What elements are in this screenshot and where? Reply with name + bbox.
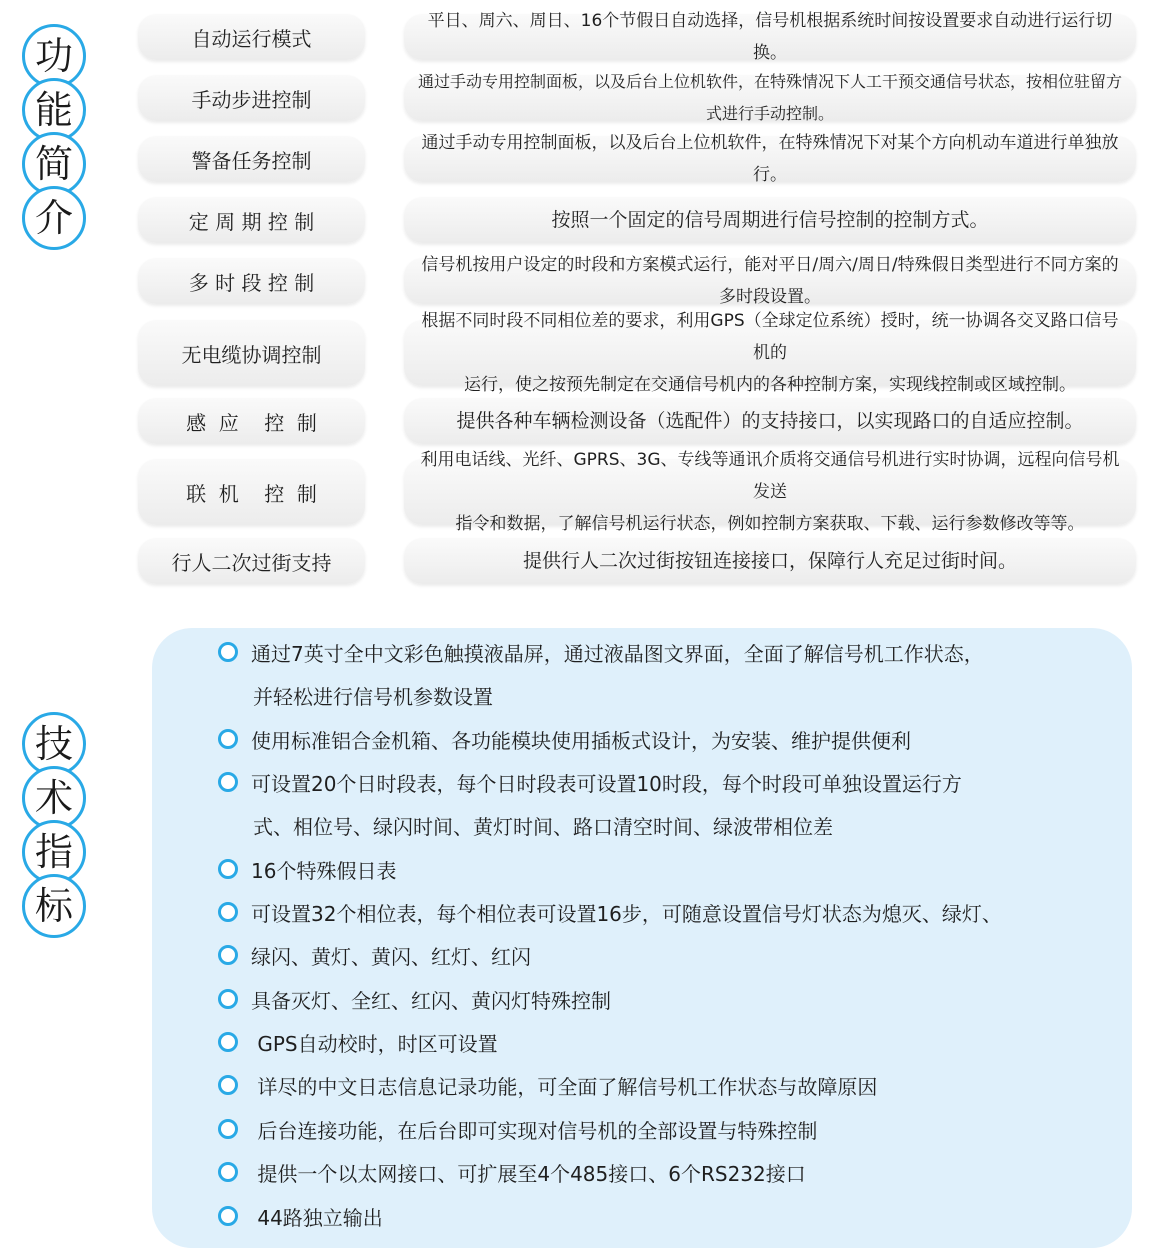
spec-item <box>218 719 911 759</box>
spec-item <box>218 1196 383 1236</box>
spec-text: 提供一个以太网接口、可扩展至4个485接口、6个RS232接口 <box>251 1161 806 1186</box>
section-heading-function-intro <box>22 24 84 240</box>
bullet-circle-icon <box>218 859 238 879</box>
spec-text: 详尽的中文日志信息记录功能，可全面了解信号机工作状态与故障原因 <box>251 1074 878 1099</box>
spec-item <box>218 892 1002 932</box>
spec-item <box>218 1109 817 1149</box>
bullet-circle-icon <box>218 989 238 1009</box>
heading-char: 介 <box>22 186 86 250</box>
feature-name: 联 机 控 制 <box>138 459 365 525</box>
feature-desc <box>404 311 1136 395</box>
feature-desc: 提供行人二次过街按钮连接接口，保障行人充足过街时间。 <box>404 538 1136 584</box>
feature-desc-line: 根据不同时段不同相位差的要求，利用GPS（全球定位系统）授时，统一协调各交叉路口信号机的 <box>421 311 1119 363</box>
bullet-circle-icon <box>218 945 238 965</box>
feature-name: 行人二次过街支持 <box>138 538 365 584</box>
heading-char: 术 <box>22 766 86 830</box>
feature-row <box>138 133 1136 185</box>
feature-desc <box>404 450 1136 534</box>
spec-item <box>218 935 531 975</box>
feature-desc: 提供各种车辆检测设备（选配件）的支持接口，以实现路口的自适应控制。 <box>404 398 1136 444</box>
bullet-circle-icon <box>218 642 238 662</box>
feature-desc-line: 指令和数据，了解信号机运行状态，例如控制方案获取、下载、运行参数修改等等。 <box>455 514 1085 534</box>
bullet-circle-icon <box>218 1162 238 1182</box>
bullet-circle-icon <box>218 772 238 792</box>
feature-row <box>138 398 1136 444</box>
heading-char: 标 <box>22 874 86 938</box>
heading-char: 技 <box>22 712 86 776</box>
feature-name: 手动步进控制 <box>138 75 365 121</box>
heading-char: 功 <box>22 24 86 88</box>
spec-item <box>218 979 611 1019</box>
feature-desc: 通过手动专用控制面板，以及后台上位机软件，在特殊情况下人工干预交通信号状态，按相位驻留方式进行手动控制。 <box>404 75 1136 121</box>
spec-item <box>218 1022 498 1062</box>
spec-text-continued: 并轻松进行信号机参数设置 <box>253 684 493 709</box>
spec-text: 使用标准铝合金机箱、各功能模块使用插板式设计，为安装、维护提供便利 <box>251 728 911 753</box>
feature-row <box>138 197 1136 243</box>
spec-text: 可设置32个相位表，每个相位表可设置16步，可随意设置信号灯状态为熄灭、绿灯、 <box>251 901 1002 926</box>
feature-name: 无电缆协调控制 <box>138 320 365 386</box>
heading-char: 能 <box>22 78 86 142</box>
feature-desc-line: 利用电话线、光纤、GPRS、3G、专线等通讯介质将交通信号机进行实时协调，远程向信号机发送 <box>420 450 1120 502</box>
bullet-circle-icon <box>218 729 238 749</box>
bullet-circle-icon <box>218 1075 238 1095</box>
feature-name: 自动运行模式 <box>138 14 365 60</box>
feature-desc-line: 运行，使之按预先制定在交通信号机内的各种控制方案，实现线控制或区域控制。 <box>464 375 1076 395</box>
spec-text: 16个特殊假日表 <box>251 858 397 883</box>
spec-text: 44路独立输出 <box>251 1205 383 1230</box>
feature-row <box>138 311 1136 395</box>
spec-text: GPS自动校时，时区可设置 <box>251 1031 498 1056</box>
spec-text: 绿闪、黄灯、黄闪、红灯、红闪 <box>251 944 531 969</box>
feature-desc: 平日、周六、周日、16个节假日自动选择，信号机根据系统时间按设置要求自动进行运行切换。 <box>404 14 1136 60</box>
feature-row <box>138 11 1136 63</box>
spec-item <box>218 849 396 889</box>
feature-row <box>138 450 1136 534</box>
bullet-circle-icon <box>218 1119 238 1139</box>
feature-name: 定 周 期 控 制 <box>138 197 365 243</box>
bullet-circle-icon <box>218 1032 238 1052</box>
feature-row <box>138 72 1136 123</box>
spec-text: 后台连接功能，在后台即可实现对信号机的全部设置与特殊控制 <box>251 1118 818 1143</box>
heading-char: 指 <box>22 820 86 884</box>
heading-char: 简 <box>22 132 86 196</box>
spec-text: 可设置20个日时段表，每个日时段表可设置10时段，每个时段可单独设置运行方 <box>251 771 962 796</box>
spec-item <box>218 632 984 672</box>
section-heading-tech-specs <box>22 712 84 928</box>
feature-name: 感 应 控 制 <box>138 398 365 444</box>
spec-text: 具备灭灯、全红、红闪、黄闪灯特殊控制 <box>251 988 611 1013</box>
feature-desc: 信号机按用户设定的时段和方案模式运行，能对平日/周六/周日/特殊假日类型进行不同方案的多时段设置。 <box>404 258 1136 304</box>
feature-row <box>138 255 1136 307</box>
spec-item <box>218 762 962 802</box>
feature-desc: 通过手动专用控制面板，以及后台上位机软件，在特殊情况下对某个方向机动车道进行单独放行。 <box>404 136 1136 182</box>
feature-desc: 按照一个固定的信号周期进行信号控制的控制方式。 <box>404 197 1136 243</box>
spec-text-continued: 式、相位号、绿闪时间、黄灯时间、路口清空时间、绿波带相位差 <box>253 814 833 839</box>
feature-name: 多 时 段 控 制 <box>138 258 365 304</box>
spec-item <box>218 1152 806 1192</box>
bullet-circle-icon <box>218 902 238 922</box>
feature-name: 警备任务控制 <box>138 136 365 182</box>
feature-row <box>138 538 1136 584</box>
spec-text: 通过7英寸全中文彩色触摸液晶屏，通过液晶图文界面，全面了解信号机工作状态， <box>251 641 984 666</box>
spec-item <box>218 1065 877 1105</box>
bullet-circle-icon <box>218 1206 238 1226</box>
